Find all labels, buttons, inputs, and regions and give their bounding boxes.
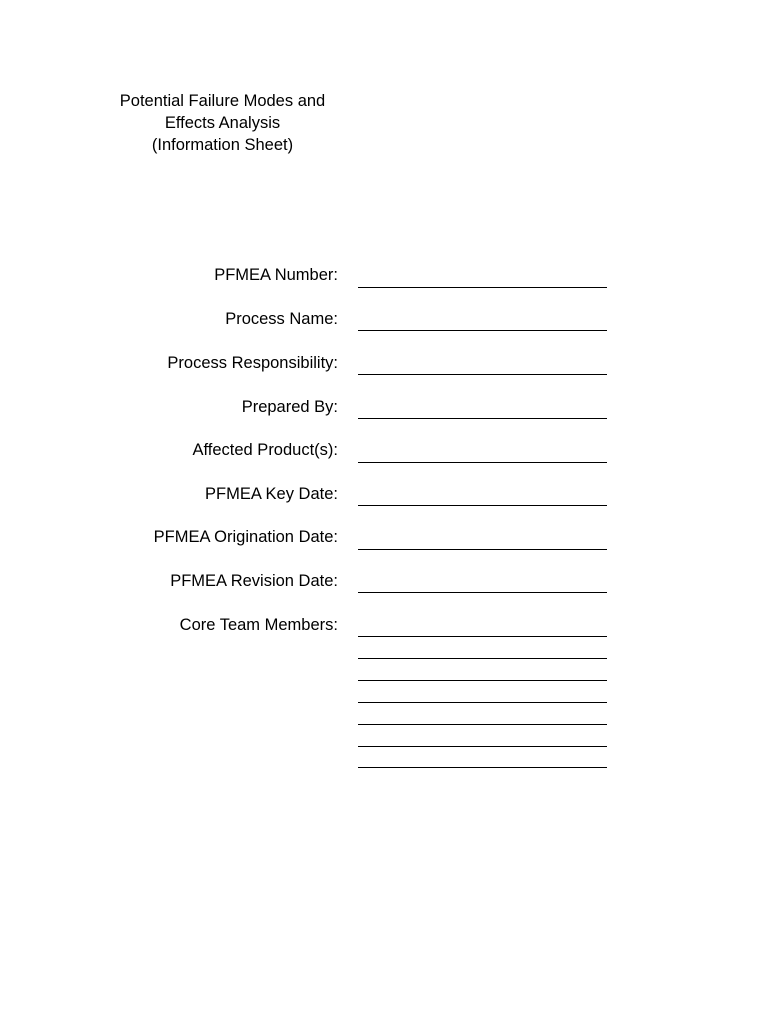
affected-products-line[interactable] [358,462,607,463]
core-team-member-line-6[interactable] [358,746,607,747]
core-team-member-line-5[interactable] [358,724,607,725]
core-team-member-line-1[interactable] [358,636,607,637]
core-team-member-line-3[interactable] [358,680,607,681]
pfmea-number-line[interactable] [358,287,607,288]
pfmea-origination-date-line[interactable] [358,549,607,550]
pfmea-number-label: PFMEA Number: [214,266,338,284]
affected-products-label: Affected Product(s): [192,441,338,459]
prepared-by-line[interactable] [358,418,607,419]
process-name-label: Process Name: [225,310,338,328]
sheet-title [95,90,350,156]
pfmea-revision-date-line[interactable] [358,592,607,593]
title-line-3: (Information Sheet) [151,136,294,154]
process-name-line[interactable] [358,330,607,331]
prepared-by-label: Prepared By: [241,398,338,416]
core-team-member-line-2[interactable] [358,658,607,659]
pfmea-origination-date-label: PFMEA Origination Date: [153,528,338,546]
title-line-1: Potential Failure Modes and [119,92,326,110]
core-team-member-line-4[interactable] [358,702,607,703]
process-responsibility-label: Process Responsibility: [167,354,338,372]
core-team-member-line-7[interactable] [358,767,607,768]
pfmea-key-date-line[interactable] [358,505,607,506]
pfmea-key-date-label: PFMEA Key Date: [205,485,338,503]
core-team-members-label: Core Team Members: [179,616,338,634]
title-line-2: Effects Analysis [164,114,281,132]
pfmea-revision-date-label: PFMEA Revision Date: [170,572,338,590]
process-responsibility-line[interactable] [358,374,607,375]
